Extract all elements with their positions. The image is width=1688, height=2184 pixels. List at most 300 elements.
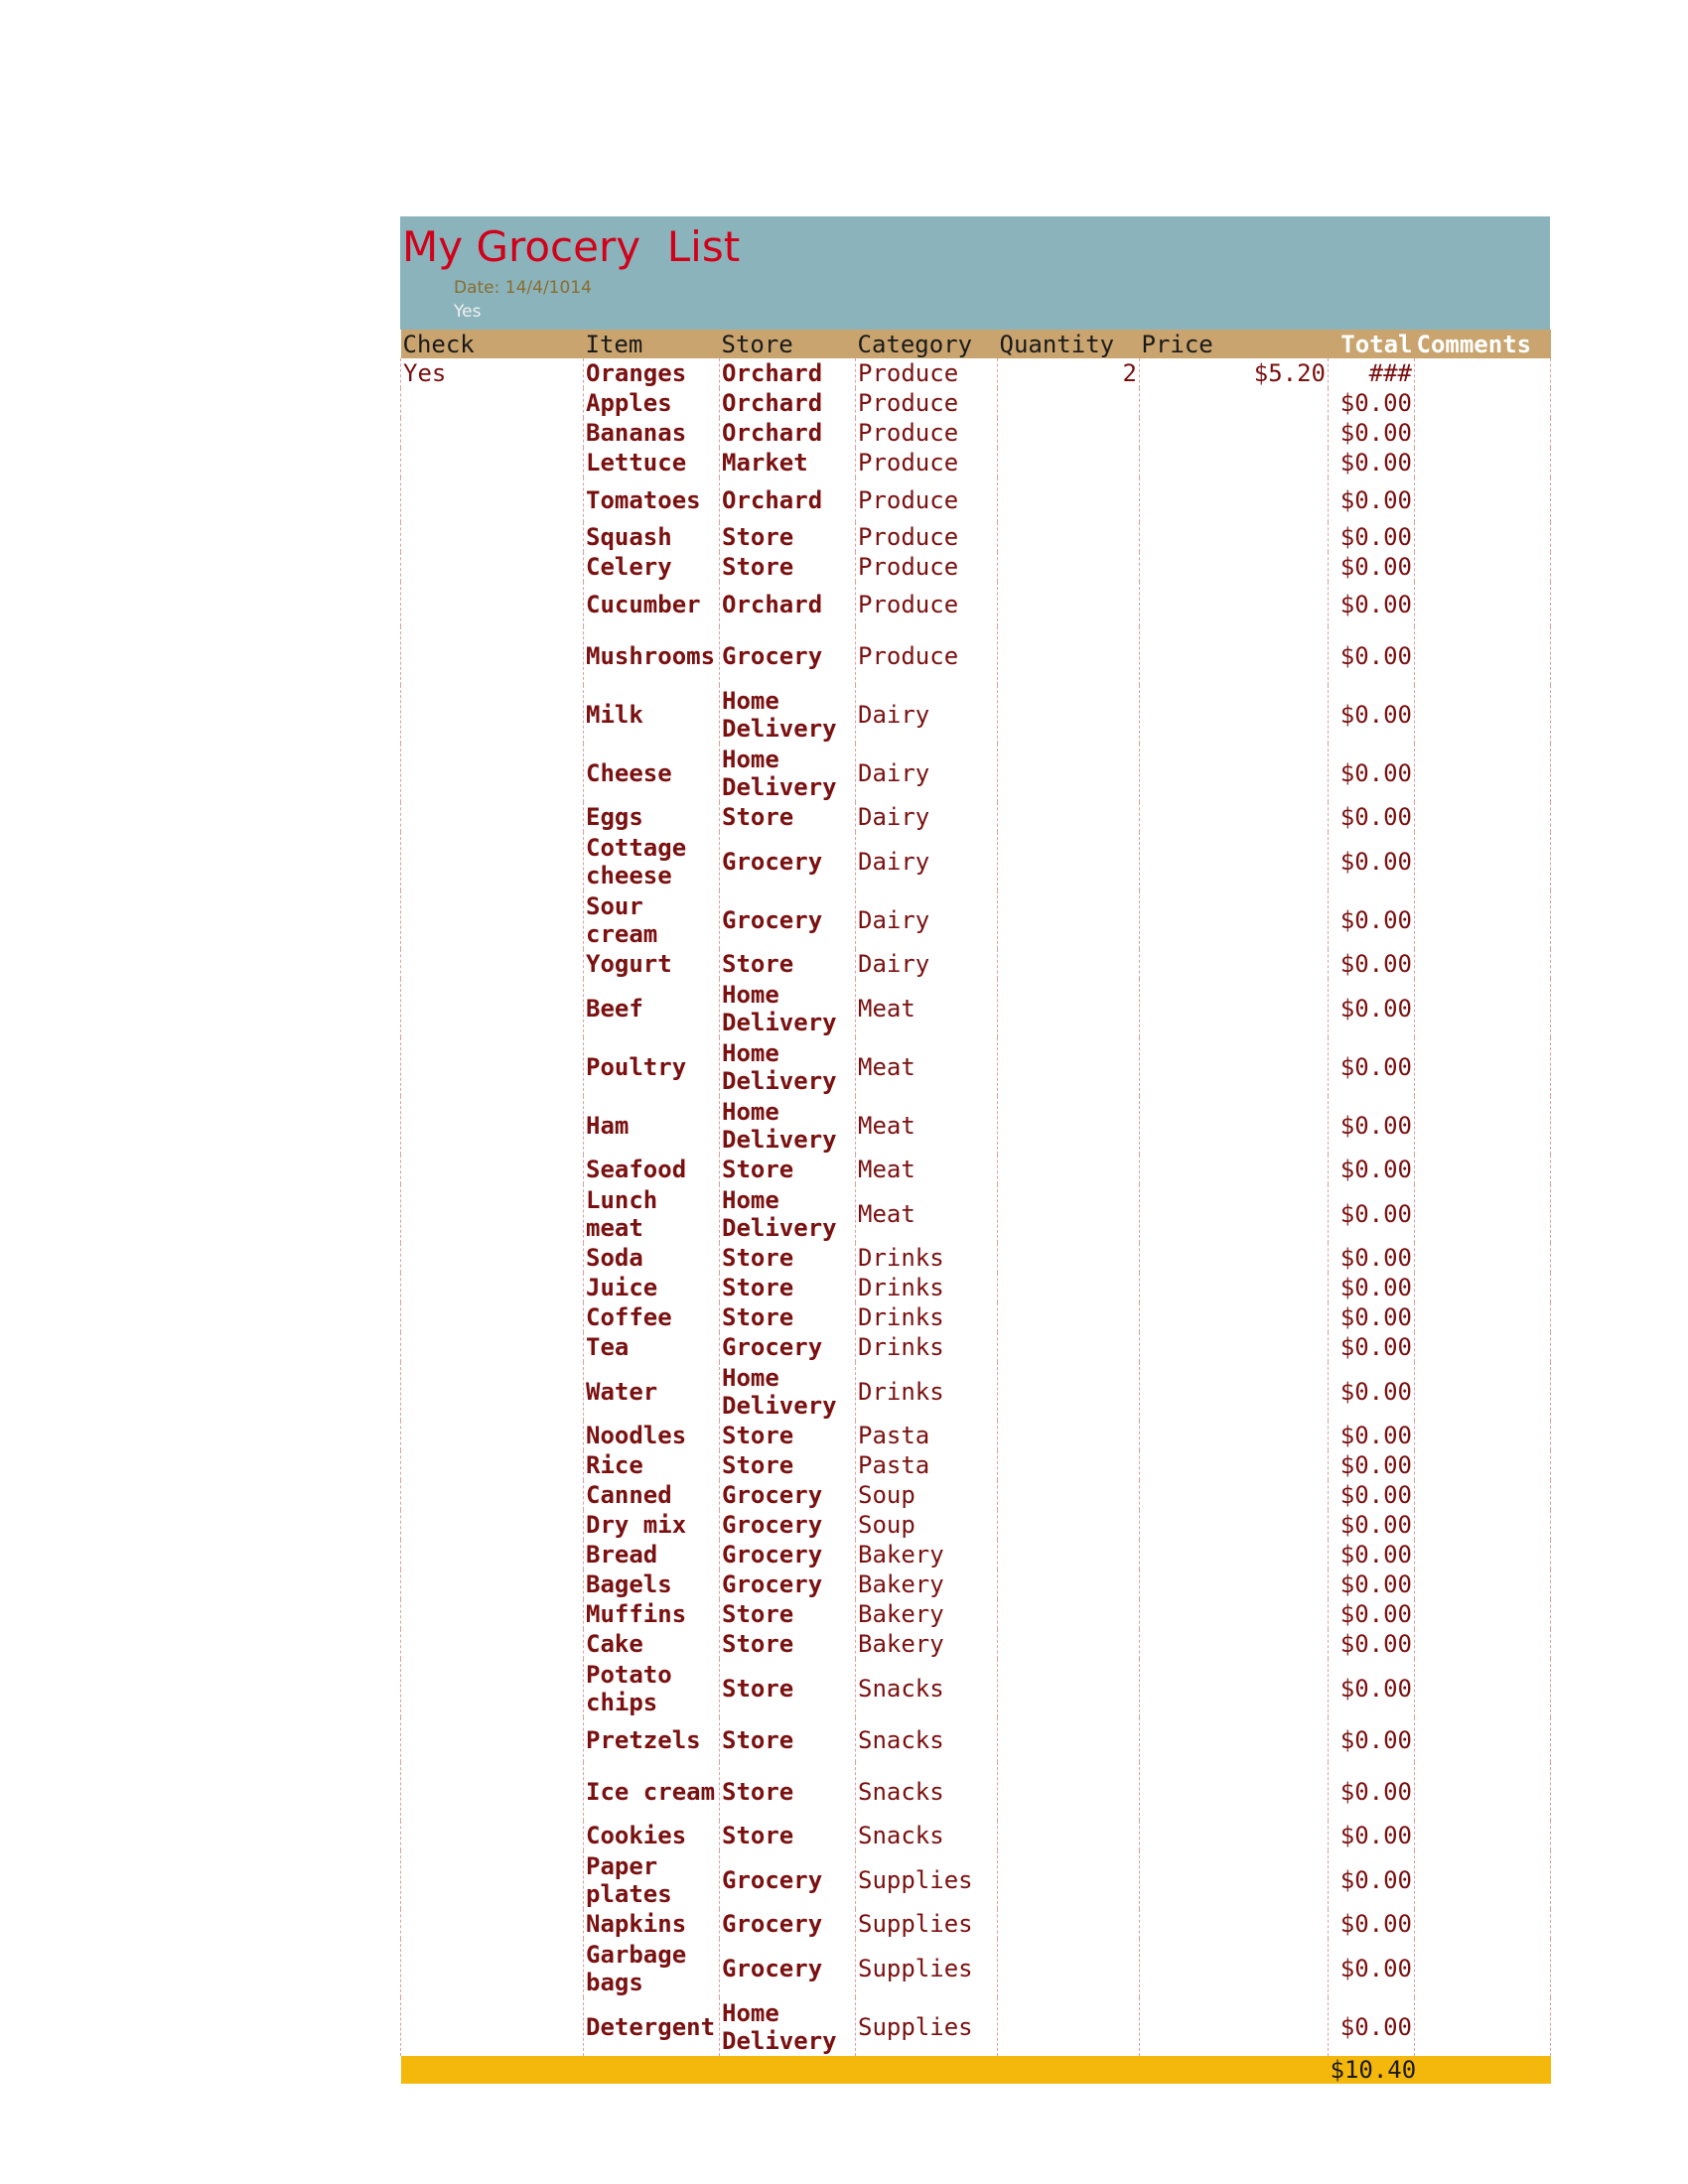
row-total-cell[interactable]: $0.00 (1329, 1599, 1415, 1629)
row-store-cell[interactable]: Market (720, 448, 856, 478)
row-check-cell[interactable]: Yes (401, 358, 584, 388)
row-item-cell[interactable]: Cucumber (584, 582, 720, 626)
row-check-cell[interactable] (401, 1037, 584, 1096)
row-category-cell[interactable]: Supplies (856, 1909, 998, 1939)
row-category-cell[interactable]: Snacks (856, 1821, 998, 1850)
row-item-cell[interactable]: Napkins (584, 1909, 720, 1939)
row-store-cell[interactable]: Grocery (720, 832, 856, 890)
row-comments-cell[interactable] (1415, 1821, 1551, 1850)
row-item-cell[interactable]: Oranges (584, 358, 720, 388)
row-price-cell[interactable] (1140, 744, 1329, 802)
row-item-cell[interactable]: Apples (584, 388, 720, 418)
row-quantity-cell[interactable] (998, 1037, 1140, 1096)
row-category-cell[interactable]: Dairy (856, 744, 998, 802)
row-check-cell[interactable] (401, 1273, 584, 1302)
row-category-cell[interactable]: Snacks (856, 1762, 998, 1821)
row-quantity-cell[interactable] (998, 388, 1140, 418)
row-total-cell[interactable]: $0.00 (1329, 802, 1415, 832)
row-check-cell[interactable] (401, 1510, 584, 1540)
row-check-cell[interactable] (401, 979, 584, 1037)
row-comments-cell[interactable] (1415, 388, 1551, 418)
row-check-cell[interactable] (401, 388, 584, 418)
row-comments-cell[interactable] (1415, 1332, 1551, 1362)
row-quantity-cell[interactable] (998, 418, 1140, 448)
row-store-cell[interactable]: Grocery (720, 1540, 856, 1570)
row-quantity-cell[interactable] (998, 1762, 1140, 1821)
row-item-cell[interactable]: Cottage cheese (584, 832, 720, 890)
row-item-cell[interactable]: Rice (584, 1450, 720, 1480)
row-total-cell[interactable]: $0.00 (1329, 1273, 1415, 1302)
row-item-cell[interactable]: Water (584, 1362, 720, 1421)
row-category-cell[interactable]: Produce (856, 478, 998, 522)
row-total-cell[interactable]: $0.00 (1329, 1629, 1415, 1659)
row-total-cell[interactable]: $0.00 (1329, 1762, 1415, 1821)
row-total-cell[interactable]: $0.00 (1329, 1570, 1415, 1599)
row-quantity-cell[interactable] (998, 949, 1140, 979)
row-total-cell[interactable]: $0.00 (1329, 478, 1415, 522)
row-check-cell[interactable] (401, 1450, 584, 1480)
row-quantity-cell[interactable] (998, 552, 1140, 582)
row-comments-cell[interactable] (1415, 1909, 1551, 1939)
row-category-cell[interactable]: Produce (856, 522, 998, 552)
row-category-cell[interactable]: Produce (856, 418, 998, 448)
row-category-cell[interactable]: Snacks (856, 1659, 998, 1717)
row-check-cell[interactable] (401, 448, 584, 478)
row-item-cell[interactable]: Bagels (584, 1570, 720, 1599)
row-category-cell[interactable]: Meat (856, 1155, 998, 1184)
row-check-cell[interactable] (401, 1762, 584, 1821)
row-price-cell[interactable] (1140, 582, 1329, 626)
row-price-cell[interactable] (1140, 552, 1329, 582)
row-category-cell[interactable]: Snacks (856, 1717, 998, 1762)
row-store-cell[interactable]: Orchard (720, 358, 856, 388)
row-comments-cell[interactable] (1415, 744, 1551, 802)
row-check-cell[interactable] (401, 1821, 584, 1850)
row-comments-cell[interactable] (1415, 802, 1551, 832)
row-price-cell[interactable] (1140, 448, 1329, 478)
row-category-cell[interactable]: Produce (856, 358, 998, 388)
row-total-cell[interactable]: $0.00 (1329, 1480, 1415, 1510)
row-store-cell[interactable]: Grocery (720, 626, 856, 685)
row-store-cell[interactable]: Home Delivery (720, 1037, 856, 1096)
row-store-cell[interactable]: Grocery (720, 1480, 856, 1510)
row-check-cell[interactable] (401, 1096, 584, 1155)
column-header-store[interactable]: Store (721, 330, 793, 358)
row-quantity-cell[interactable] (998, 1480, 1140, 1510)
row-comments-cell[interactable] (1415, 1599, 1551, 1629)
row-total-cell[interactable]: $0.00 (1329, 1302, 1415, 1332)
column-header-item[interactable]: Item (585, 330, 643, 358)
row-comments-cell[interactable] (1415, 448, 1551, 478)
row-item-cell[interactable]: Soda (584, 1243, 720, 1273)
row-comments-cell[interactable] (1415, 418, 1551, 448)
row-store-cell[interactable]: Grocery (720, 1332, 856, 1362)
row-comments-cell[interactable] (1415, 685, 1551, 744)
row-total-cell[interactable]: $0.00 (1329, 1659, 1415, 1717)
row-price-cell[interactable] (1140, 1599, 1329, 1629)
grand-total[interactable]: $10.40 (1330, 2056, 1417, 2084)
row-category-cell[interactable]: Meat (856, 1037, 998, 1096)
row-category-cell[interactable]: Bakery (856, 1629, 998, 1659)
row-check-cell[interactable] (401, 1850, 584, 1909)
row-price-cell[interactable] (1140, 802, 1329, 832)
row-store-cell[interactable]: Store (720, 1659, 856, 1717)
row-store-cell[interactable]: Home Delivery (720, 1184, 856, 1243)
row-category-cell[interactable]: Drinks (856, 1273, 998, 1302)
row-comments-cell[interactable] (1415, 1362, 1551, 1421)
row-price-cell[interactable] (1140, 1939, 1329, 1997)
row-store-cell[interactable]: Store (720, 1155, 856, 1184)
row-check-cell[interactable] (401, 582, 584, 626)
row-store-cell[interactable]: Store (720, 552, 856, 582)
row-price-cell[interactable] (1140, 949, 1329, 979)
row-price-cell[interactable] (1140, 685, 1329, 744)
row-total-cell[interactable]: $0.00 (1329, 1332, 1415, 1362)
row-price-cell[interactable] (1140, 418, 1329, 448)
row-comments-cell[interactable] (1415, 1717, 1551, 1762)
row-total-cell[interactable]: $0.00 (1329, 1037, 1415, 1096)
row-quantity-cell[interactable] (998, 1821, 1140, 1850)
row-total-cell[interactable]: $0.00 (1329, 890, 1415, 949)
row-check-cell[interactable] (401, 1184, 584, 1243)
row-price-cell[interactable] (1140, 1037, 1329, 1096)
row-category-cell[interactable]: Produce (856, 626, 998, 685)
row-store-cell[interactable]: Orchard (720, 388, 856, 418)
row-item-cell[interactable]: Bananas (584, 418, 720, 448)
row-total-cell[interactable]: $0.00 (1329, 1362, 1415, 1421)
row-check-cell[interactable] (401, 1629, 584, 1659)
row-item-cell[interactable]: Noodles (584, 1421, 720, 1450)
row-item-cell[interactable]: Detergent (584, 1997, 720, 2056)
row-check-cell[interactable] (401, 1332, 584, 1362)
row-check-cell[interactable] (401, 802, 584, 832)
row-total-cell[interactable]: $0.00 (1329, 1850, 1415, 1909)
row-comments-cell[interactable] (1415, 358, 1551, 388)
row-comments-cell[interactable] (1415, 582, 1551, 626)
row-quantity-cell[interactable] (998, 582, 1140, 626)
row-item-cell[interactable]: Lunch meat (584, 1184, 720, 1243)
row-price-cell[interactable] (1140, 979, 1329, 1037)
row-quantity-cell[interactable] (998, 890, 1140, 949)
row-total-cell[interactable]: $0.00 (1329, 1421, 1415, 1450)
row-item-cell[interactable]: Coffee (584, 1302, 720, 1332)
row-quantity-cell[interactable] (998, 522, 1140, 552)
row-price-cell[interactable] (1140, 1421, 1329, 1450)
row-price-cell[interactable] (1140, 1821, 1329, 1850)
row-total-cell[interactable]: $0.00 (1329, 949, 1415, 979)
row-check-cell[interactable] (401, 832, 584, 890)
row-comments-cell[interactable] (1415, 1540, 1551, 1570)
row-store-cell[interactable]: Home Delivery (720, 1362, 856, 1421)
row-category-cell[interactable]: Bakery (856, 1540, 998, 1570)
row-item-cell[interactable]: Bread (584, 1540, 720, 1570)
row-item-cell[interactable]: Ice cream (584, 1762, 720, 1821)
row-item-cell[interactable]: Canned (584, 1480, 720, 1510)
column-header-category[interactable]: Category (857, 330, 973, 358)
row-store-cell[interactable]: Store (720, 949, 856, 979)
row-category-cell[interactable]: Pasta (856, 1421, 998, 1450)
row-quantity-cell[interactable] (998, 626, 1140, 685)
row-item-cell[interactable]: Pretzels (584, 1717, 720, 1762)
row-total-cell[interactable]: $0.00 (1329, 1540, 1415, 1570)
row-total-cell[interactable]: $0.00 (1329, 626, 1415, 685)
row-category-cell[interactable]: Pasta (856, 1450, 998, 1480)
row-check-cell[interactable] (401, 1362, 584, 1421)
row-check-cell[interactable] (401, 1480, 584, 1510)
row-price-cell[interactable] (1140, 1155, 1329, 1184)
row-category-cell[interactable]: Bakery (856, 1570, 998, 1599)
row-total-cell[interactable]: $0.00 (1329, 685, 1415, 744)
row-item-cell[interactable]: Beef (584, 979, 720, 1037)
row-item-cell[interactable]: Sour cream (584, 890, 720, 949)
row-category-cell[interactable]: Drinks (856, 1332, 998, 1362)
row-price-cell[interactable] (1140, 832, 1329, 890)
row-total-cell[interactable]: $0.00 (1329, 1821, 1415, 1850)
row-comments-cell[interactable] (1415, 1184, 1551, 1243)
row-check-cell[interactable] (401, 1939, 584, 1997)
row-store-cell[interactable]: Grocery (720, 1850, 856, 1909)
row-comments-cell[interactable] (1415, 1762, 1551, 1821)
row-item-cell[interactable]: Cheese (584, 744, 720, 802)
row-item-cell[interactable]: Cookies (584, 1821, 720, 1850)
row-total-cell[interactable]: $0.00 (1329, 1717, 1415, 1762)
row-item-cell[interactable]: Mushrooms (584, 626, 720, 685)
row-store-cell[interactable]: Home Delivery (720, 685, 856, 744)
row-total-cell[interactable]: $0.00 (1329, 1510, 1415, 1540)
row-item-cell[interactable]: Tomatoes (584, 478, 720, 522)
row-item-cell[interactable]: Garbage bags (584, 1939, 720, 1997)
column-header-total[interactable]: Total (1340, 330, 1413, 358)
row-check-cell[interactable] (401, 1570, 584, 1599)
row-quantity-cell[interactable] (998, 1939, 1140, 1997)
row-store-cell[interactable]: Store (720, 1243, 856, 1273)
row-item-cell[interactable]: Dry mix (584, 1510, 720, 1540)
row-comments-cell[interactable] (1415, 478, 1551, 522)
row-category-cell[interactable]: Dairy (856, 890, 998, 949)
row-price-cell[interactable] (1140, 1762, 1329, 1821)
row-category-cell[interactable]: Drinks (856, 1302, 998, 1332)
row-quantity-cell[interactable] (998, 1850, 1140, 1909)
row-store-cell[interactable]: Store (720, 1821, 856, 1850)
row-item-cell[interactable]: Yogurt (584, 949, 720, 979)
row-quantity-cell[interactable] (998, 1450, 1140, 1480)
row-item-cell[interactable]: Eggs (584, 802, 720, 832)
row-store-cell[interactable]: Orchard (720, 582, 856, 626)
row-category-cell[interactable]: Produce (856, 388, 998, 418)
row-check-cell[interactable] (401, 1540, 584, 1570)
row-store-cell[interactable]: Grocery (720, 890, 856, 949)
row-price-cell[interactable] (1140, 626, 1329, 685)
row-total-cell[interactable]: $0.00 (1329, 1450, 1415, 1480)
row-category-cell[interactable]: Drinks (856, 1362, 998, 1421)
row-quantity-cell[interactable] (998, 1362, 1140, 1421)
row-total-cell[interactable]: $0.00 (1329, 388, 1415, 418)
row-total-cell[interactable]: $0.00 (1329, 448, 1415, 478)
row-comments-cell[interactable] (1415, 1480, 1551, 1510)
row-store-cell[interactable]: Orchard (720, 418, 856, 448)
row-total-cell[interactable]: ### (1329, 358, 1415, 388)
row-quantity-cell[interactable] (998, 1909, 1140, 1939)
row-store-cell[interactable]: Grocery (720, 1909, 856, 1939)
row-item-cell[interactable]: Potato chips (584, 1659, 720, 1717)
row-comments-cell[interactable] (1415, 1659, 1551, 1717)
row-price-cell[interactable] (1140, 1540, 1329, 1570)
row-check-cell[interactable] (401, 1243, 584, 1273)
row-comments-cell[interactable] (1415, 1450, 1551, 1480)
row-store-cell[interactable]: Home Delivery (720, 1997, 856, 2056)
row-check-cell[interactable] (401, 1155, 584, 1184)
row-item-cell[interactable]: Lettuce (584, 448, 720, 478)
row-comments-cell[interactable] (1415, 890, 1551, 949)
row-item-cell[interactable]: Seafood (584, 1155, 720, 1184)
row-category-cell[interactable]: Meat (856, 1096, 998, 1155)
row-store-cell[interactable]: Grocery (720, 1939, 856, 1997)
row-category-cell[interactable]: Soup (856, 1480, 998, 1510)
column-header-price[interactable]: Price (1141, 330, 1213, 358)
row-comments-cell[interactable] (1415, 1850, 1551, 1909)
row-check-cell[interactable] (401, 744, 584, 802)
row-quantity-cell[interactable]: 2 (998, 358, 1140, 388)
row-price-cell[interactable] (1140, 1570, 1329, 1599)
row-check-cell[interactable] (401, 685, 584, 744)
row-store-cell[interactable]: Grocery (720, 1510, 856, 1540)
row-check-cell[interactable] (401, 1421, 584, 1450)
column-header-comments[interactable]: Comments (1416, 330, 1532, 358)
row-price-cell[interactable] (1140, 1302, 1329, 1332)
row-price-cell[interactable] (1140, 1629, 1329, 1659)
row-check-cell[interactable] (401, 1599, 584, 1629)
row-check-cell[interactable] (401, 1997, 584, 2056)
row-price-cell[interactable] (1140, 1480, 1329, 1510)
row-category-cell[interactable]: Meat (856, 1184, 998, 1243)
row-category-cell[interactable]: Dairy (856, 832, 998, 890)
row-check-cell[interactable] (401, 949, 584, 979)
row-comments-cell[interactable] (1415, 626, 1551, 685)
row-quantity-cell[interactable] (998, 1273, 1140, 1302)
row-total-cell[interactable]: $0.00 (1329, 418, 1415, 448)
column-header-check[interactable]: Check (402, 330, 475, 358)
row-quantity-cell[interactable] (998, 685, 1140, 744)
row-item-cell[interactable]: Poultry (584, 1037, 720, 1096)
row-check-cell[interactable] (401, 552, 584, 582)
row-total-cell[interactable]: $0.00 (1329, 1243, 1415, 1273)
row-quantity-cell[interactable] (998, 1599, 1140, 1629)
row-price-cell[interactable]: $5.20 (1140, 358, 1329, 388)
row-item-cell[interactable]: Paper plates (584, 1850, 720, 1909)
row-comments-cell[interactable] (1415, 1096, 1551, 1155)
row-price-cell[interactable] (1140, 522, 1329, 552)
row-price-cell[interactable] (1140, 1450, 1329, 1480)
row-item-cell[interactable]: Celery (584, 552, 720, 582)
row-total-cell[interactable]: $0.00 (1329, 1184, 1415, 1243)
row-quantity-cell[interactable] (998, 1659, 1140, 1717)
row-store-cell[interactable]: Store (720, 1450, 856, 1480)
row-store-cell[interactable]: Home Delivery (720, 1096, 856, 1155)
row-store-cell[interactable]: Store (720, 1762, 856, 1821)
row-total-cell[interactable]: $0.00 (1329, 1997, 1415, 2056)
row-store-cell[interactable]: Store (720, 522, 856, 552)
row-total-cell[interactable]: $0.00 (1329, 744, 1415, 802)
row-check-cell[interactable] (401, 478, 584, 522)
row-category-cell[interactable]: Supplies (856, 1850, 998, 1909)
row-total-cell[interactable]: $0.00 (1329, 582, 1415, 626)
row-quantity-cell[interactable] (998, 1717, 1140, 1762)
row-total-cell[interactable]: $0.00 (1329, 1939, 1415, 1997)
row-quantity-cell[interactable] (998, 1243, 1140, 1273)
row-category-cell[interactable]: Meat (856, 979, 998, 1037)
row-price-cell[interactable] (1140, 1850, 1329, 1909)
row-check-cell[interactable] (401, 522, 584, 552)
row-comments-cell[interactable] (1415, 949, 1551, 979)
row-check-cell[interactable] (401, 890, 584, 949)
row-comments-cell[interactable] (1415, 1273, 1551, 1302)
row-quantity-cell[interactable] (998, 1997, 1140, 2056)
row-item-cell[interactable]: Squash (584, 522, 720, 552)
row-comments-cell[interactable] (1415, 1155, 1551, 1184)
row-category-cell[interactable]: Produce (856, 582, 998, 626)
row-comments-cell[interactable] (1415, 1570, 1551, 1599)
row-quantity-cell[interactable] (998, 1570, 1140, 1599)
row-comments-cell[interactable] (1415, 1302, 1551, 1332)
row-total-cell[interactable]: $0.00 (1329, 832, 1415, 890)
row-category-cell[interactable]: Produce (856, 552, 998, 582)
row-price-cell[interactable] (1140, 478, 1329, 522)
row-item-cell[interactable]: Ham (584, 1096, 720, 1155)
row-item-cell[interactable]: Tea (584, 1332, 720, 1362)
row-check-cell[interactable] (401, 626, 584, 685)
row-quantity-cell[interactable] (998, 448, 1140, 478)
row-category-cell[interactable]: Produce (856, 448, 998, 478)
row-store-cell[interactable]: Store (720, 1629, 856, 1659)
row-price-cell[interactable] (1140, 1997, 1329, 2056)
row-store-cell[interactable]: Home Delivery (720, 979, 856, 1037)
row-quantity-cell[interactable] (998, 1302, 1140, 1332)
row-quantity-cell[interactable] (998, 1096, 1140, 1155)
row-check-cell[interactable] (401, 1659, 584, 1717)
row-price-cell[interactable] (1140, 1184, 1329, 1243)
row-price-cell[interactable] (1140, 890, 1329, 949)
row-quantity-cell[interactable] (998, 1184, 1140, 1243)
row-category-cell[interactable]: Supplies (856, 1997, 998, 2056)
row-category-cell[interactable]: Drinks (856, 1243, 998, 1273)
row-comments-cell[interactable] (1415, 1037, 1551, 1096)
row-total-cell[interactable]: $0.00 (1329, 552, 1415, 582)
row-quantity-cell[interactable] (998, 1155, 1140, 1184)
row-total-cell[interactable]: $0.00 (1329, 522, 1415, 552)
row-total-cell[interactable]: $0.00 (1329, 1909, 1415, 1939)
row-item-cell[interactable]: Cake (584, 1629, 720, 1659)
row-item-cell[interactable]: Milk (584, 685, 720, 744)
row-quantity-cell[interactable] (998, 1540, 1140, 1570)
row-store-cell[interactable]: Orchard (720, 478, 856, 522)
row-category-cell[interactable]: Dairy (856, 949, 998, 979)
row-category-cell[interactable]: Dairy (856, 802, 998, 832)
row-item-cell[interactable]: Juice (584, 1273, 720, 1302)
row-comments-cell[interactable] (1415, 1939, 1551, 1997)
row-item-cell[interactable]: Muffins (584, 1599, 720, 1629)
row-price-cell[interactable] (1140, 388, 1329, 418)
row-quantity-cell[interactable] (998, 832, 1140, 890)
row-store-cell[interactable]: Store (720, 1302, 856, 1332)
row-check-cell[interactable] (401, 418, 584, 448)
row-category-cell[interactable]: Bakery (856, 1599, 998, 1629)
row-category-cell[interactable]: Supplies (856, 1939, 998, 1997)
row-store-cell[interactable]: Home Delivery (720, 744, 856, 802)
row-quantity-cell[interactable] (998, 802, 1140, 832)
row-quantity-cell[interactable] (998, 744, 1140, 802)
row-quantity-cell[interactable] (998, 1510, 1140, 1540)
row-check-cell[interactable] (401, 1302, 584, 1332)
